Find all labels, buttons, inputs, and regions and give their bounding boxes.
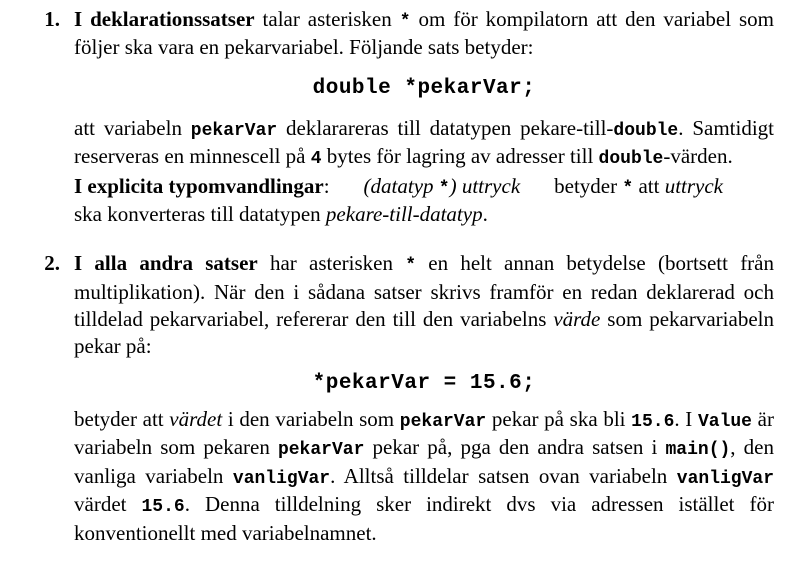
code-token-four: 4 — [310, 149, 322, 170]
text-1-1b: om för kompilatorn att den variabel som följer ska vara en pekarvariabel. Följande sats betyder: — [74, 7, 774, 60]
code-token-value-1: 15.6 — [631, 412, 675, 433]
code-token-vanligvar-1: vanligVar — [232, 468, 331, 489]
list-item-1 — [18, 6, 774, 228]
text-2-2f: pekar på, pga den andra satsen i — [364, 435, 666, 460]
code-token-double-1: double — [613, 120, 679, 141]
code-line-assignment: *pekarVar = 15.6; — [312, 371, 536, 395]
italic-uttryck-1: uttryck — [461, 173, 521, 198]
list-item-2 — [18, 250, 774, 546]
paragraph-2-2 — [74, 406, 774, 547]
lead-phrase-casts: I explicita typomvandlingar — [74, 173, 324, 198]
text-1-3-colon: : — [323, 173, 330, 198]
asterisk-symbol-4: * — [405, 256, 417, 277]
code-token-pekarvar-3: pekarVar — [277, 440, 365, 461]
text-1-2c: . Samtidigt reserveras en minnescell på — [74, 115, 774, 169]
text-1-2e: -värden. — [663, 144, 733, 169]
list-marker-2: 2. — [44, 251, 60, 276]
list-item-2-body — [74, 250, 774, 546]
code-token-double-2: double — [598, 149, 664, 170]
code-token-pekarvar-1: pekarVar — [190, 120, 278, 141]
code-token-Value: Value — [697, 412, 752, 433]
text-2-2g: , den vanliga variabeln — [74, 435, 774, 488]
text-2-1c: som pekarvariabeln pekar på: — [74, 307, 774, 359]
text-1-1a: talar asterisken — [254, 7, 400, 31]
text-2-2b: i den variabeln som — [222, 407, 400, 432]
cast-expression — [364, 174, 521, 198]
code-token-vanligvar-2: vanligVar — [676, 468, 775, 489]
text-2-1a: har asterisken — [257, 251, 406, 276]
paren-close: ) — [449, 173, 457, 198]
text-2-2a: betyder att — [74, 407, 170, 432]
paragraph-1-3 — [74, 173, 774, 229]
italic-vardet: värdet — [169, 407, 223, 432]
text-betyder: betyder — [554, 173, 618, 198]
italic-varde: värde — [553, 307, 601, 332]
code-token-value-2: 15.6 — [141, 497, 185, 518]
italic-pekare-till-datatyp: pekare-till-datatyp — [325, 202, 483, 227]
paragraph-1-1 — [74, 6, 774, 62]
text-2-2h: . Alltså tilldelar satsen ovan variabeln — [330, 463, 677, 488]
text-1-2a: att variabeln — [74, 115, 191, 140]
italic-datatyp: datatyp — [370, 173, 434, 198]
text-1-2b: deklarareras till datatypen pekare-till- — [277, 115, 614, 140]
asterisk-symbol-3: * — [622, 178, 634, 199]
code-line-declaration: double *pekarVar; — [312, 76, 536, 100]
paragraph-1-2 — [74, 115, 774, 172]
text-1-3-tail-b: . — [482, 202, 488, 227]
asterisk-symbol-1: * — [399, 12, 411, 32]
text-2-2d: . I — [674, 407, 698, 432]
asterisk-symbol-2: * — [438, 178, 450, 199]
text-2-2e: är variabeln som pekaren — [74, 407, 774, 460]
text-2-1b: en helt annan betydelse (bortsett från multiplikation). När den i sådana satser skrivs framför en redan deklarerad och tilldelad pekarvariabel, refererar den till den variabelns — [74, 251, 774, 332]
italic-uttryck-2: uttryck — [664, 173, 724, 198]
text-2-2c: pekar på ska bli — [486, 407, 632, 432]
text-2-2j: . Denna tilldelning sker indirekt dvs via adressen istället för konventionellt med variabelnamnet. — [74, 492, 774, 545]
list-item-1-body — [74, 6, 774, 228]
code-token-main: main() — [665, 440, 731, 461]
text-att: att — [633, 173, 665, 198]
lead-phrase-other-statements: I alla andra satser — [74, 251, 258, 276]
paren-open: ( — [363, 173, 371, 198]
list-marker-1: 1. — [44, 7, 60, 31]
lead-phrase-declarations: I deklarationssatser — [74, 7, 255, 31]
text-1-3-tail-a: ska konverteras till datatypen — [74, 202, 326, 227]
text-2-2i: värdet — [74, 492, 142, 517]
code-token-pekarvar-2: pekarVar — [399, 412, 487, 433]
text-1-2d: bytes för lagring av adresser till — [321, 144, 599, 169]
paragraph-2-1 — [74, 250, 774, 360]
